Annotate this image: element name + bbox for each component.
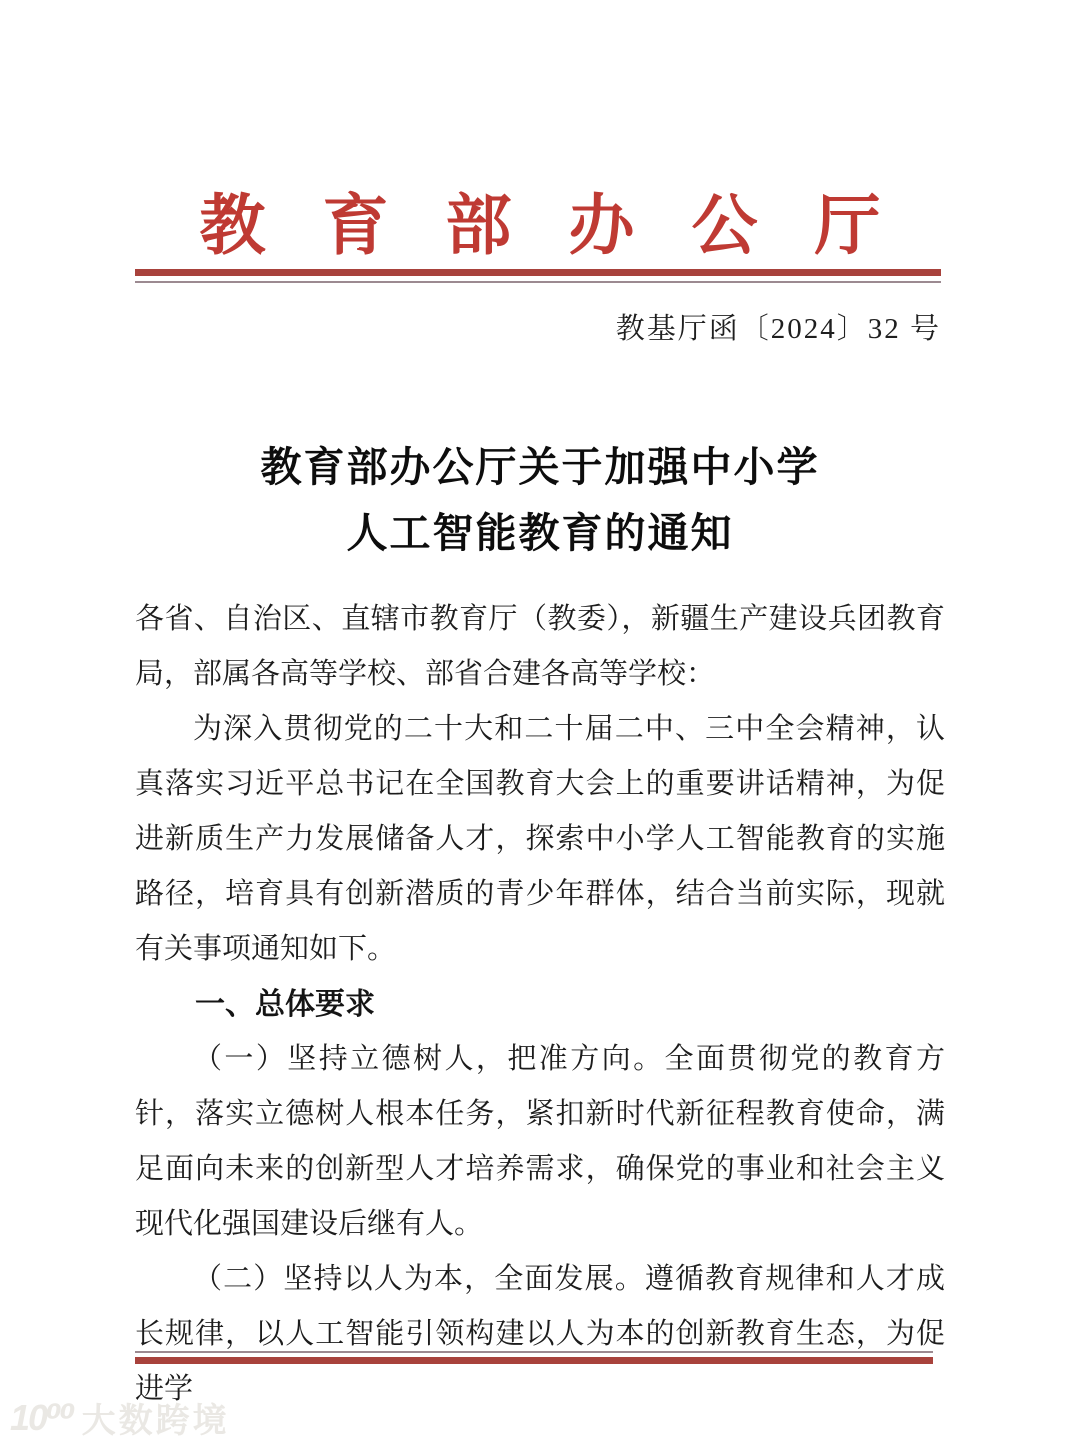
letterhead-rule-thin: [135, 281, 941, 283]
document-body: [135, 592, 945, 1417]
section-1-item-1-paragraph: （一）坚持立德树人，把准方向。全面贯彻党的教育方针，落实立德树人根本任务，紧扣新时代新征程教育使命，满足面向未来的创新型人才培养需求，确保党的事业和社会主义现代化强国建设后继有人。: [135, 1043, 945, 1240]
footer-rule-thick: [135, 1357, 933, 1364]
letterhead-rule-thick: [135, 269, 941, 276]
watermark-brand-name: 大数跨境: [81, 1402, 230, 1440]
section-1-item-2-paragraph: （二）坚持以人为本，全面发展。遵循教育规律和人才成长规律，以人工智能引领构建以人为本的创新教育生态，为促进学: [135, 1263, 945, 1405]
dashu-logo-icon: 10⁰⁰: [10, 1396, 74, 1438]
letterhead-org-name: 教育部办公厅: [199, 190, 938, 263]
footer-rule-thin: [135, 1351, 933, 1353]
section-1-heading: 一、总体要求: [195, 988, 375, 1021]
document-title-line2: 人工智能教育的通知: [346, 510, 734, 556]
watermark: [10, 1393, 230, 1442]
salutation-paragraph: 各省、自治区、直辖市教育厅（教委），新疆生产建设兵团教育局，部属各高等学校、部省合建各高等学校：: [135, 603, 945, 690]
document-title: [0, 434, 1080, 566]
intro-paragraph: 为深入贯彻党的二十大和二十届二中、三中全会精神，认真落实习近平总书记在全国教育大会上的重要讲话精神，为促进新质生产力发展储备人才，探索中小学人工智能教育的实施路径，培育具有创新潜质的青少年群体，结合当前实际，现就有关事项通知如下。: [135, 713, 945, 965]
document-title-line1: 教育部办公厅关于加强中小学: [260, 444, 820, 490]
document-reference-number: 教基厅函〔2024〕32 号: [615, 313, 941, 345]
